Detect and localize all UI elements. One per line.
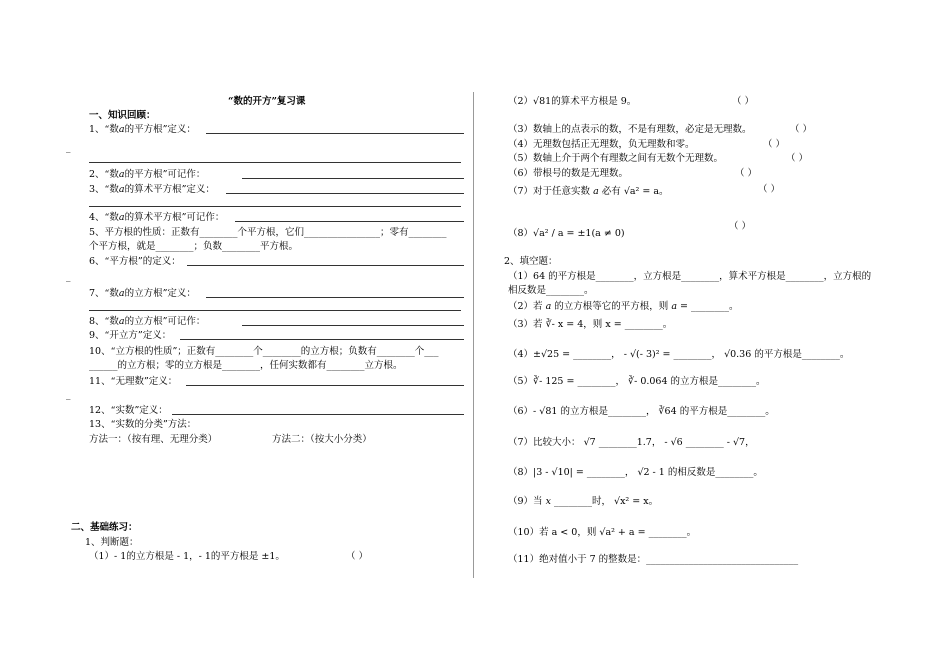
- blank-line[interactable]: [180, 339, 464, 340]
- judge-q3: （3）数轴上的点表示的数，不是有理数，必定是无理数。: [508, 124, 752, 135]
- answer-paren[interactable]: （ ）: [790, 124, 813, 135]
- blank-line[interactable]: [89, 310, 461, 311]
- answer-paren[interactable]: （ ）: [346, 551, 369, 562]
- judge-q7: （7）对于任意实数 a 必有 √a² = a。: [508, 186, 669, 197]
- blank-line[interactable]: [206, 133, 464, 134]
- blank-line[interactable]: [89, 206, 461, 207]
- blank-line[interactable]: [242, 178, 464, 179]
- blank-line[interactable]: [89, 162, 461, 163]
- answer-paren[interactable]: （ ）: [763, 139, 786, 150]
- fill-q11: （11）绝对值小于 7 的整数是：________________________________: [508, 554, 799, 565]
- item-10: 10、“立方根的性质”；正数有________个________的立方根；负数有________个___: [89, 346, 439, 357]
- judge-q8: （8）√a² / a = ±1(a ≠ 0): [508, 228, 625, 239]
- fill-q7: （7）比较大小： √7 ________1.7， - √6 ________ - √7，: [508, 437, 755, 448]
- fill-q5: （5）∛- 125 = ________， ∛- 0.064 的立方根是________。: [508, 376, 766, 387]
- answer-paren[interactable]: （ ）: [758, 184, 781, 195]
- item-6: 6、“平方根”的定义：: [89, 256, 181, 267]
- fill-q1-cont: 相反数是________。: [508, 285, 594, 296]
- blank-line[interactable]: [235, 221, 464, 222]
- fill-heading: 2、填空题：: [504, 256, 558, 267]
- fill-q10: （10）若 a < 0，则 √a² + a = ________。: [508, 527, 697, 538]
- blank-line[interactable]: [187, 265, 464, 266]
- fill-q4: （4）±√25 = ________， - √(- 3)² = ________， √0.36 的平方根是________。: [508, 349, 850, 360]
- item-3: 3、“数a的算术平方根”定义：: [89, 184, 215, 195]
- blank-line[interactable]: [226, 193, 464, 194]
- item-5: 5、平方根的性质：正数有________个平方根，它们________________；零有________: [89, 227, 447, 238]
- answer-paren[interactable]: （ ）: [732, 96, 755, 107]
- page-title: “数的开方”复习课: [228, 96, 306, 107]
- fill-q9: （9）当 x ________时， √x² = x。: [508, 496, 659, 507]
- answer-paren[interactable]: （ ）: [729, 221, 752, 232]
- item-13: 13、“实数的分类”方法：: [89, 419, 197, 430]
- blank-line[interactable]: [242, 325, 464, 326]
- answer-paren[interactable]: （ ）: [735, 168, 758, 179]
- blank-line[interactable]: [186, 385, 464, 386]
- item-5-cont: 个平方根，就是________；负数________平方根。: [89, 241, 299, 252]
- fill-q8: （8）|3 - √10| = ________， √2 - 1 的相反数是________。: [508, 467, 763, 478]
- fill-q3: （3）若 ∛- x = 4，则 x = ________。: [508, 319, 673, 330]
- judge-q2: （2）√81的算术平方根是 9。: [508, 96, 637, 107]
- item-8: 8、“数a的立方根”可记作：: [89, 316, 206, 327]
- fill-q2: （2）若 a 的立方根等它的平方根，则 a = ________。: [508, 301, 739, 312]
- worksheet-page: “数的开方”复习课 一、知识回顾： 1、“数a的平方根”定义： _ 2、“数a的平方根”可记作： 3、“数a的算术平方根”定义： 4、“数a的算术平方根”可记作： 5、平方根的性质：正数有________个平方根，它们________________；零有________ 个平方根，就是________；负数________平方根。 6、“平方根”的定义： _ 7、“数a的立方根”定义： 8、“数a的立方根”可记作： 9、“开立方”定义： 10、“立方根的性质”；正数有________个________的立方根；负数有________个___ ______的立方根；零的立方根是________，任何实数都有________立方根。 11、“无理数”定义： _ 12、“实数”定义： 13、“实数的分类”方法： 方法一：（按有理、无理分类） 方法二：（按大小分类） 二、基础练习： 1、判断题： （1）- 1的立方根是 - 1，- 1的平方根是 ±1。 （ ） （2）√81的算术平方根是 9。 （ ） （3）数轴上的点表示的数，不是有理数，必定是无理数。 （ ） （4）无理数包括正无理数，负无理数和零。 （ ） （5）数轴上介于两个有理数之间有无数个无理数。 （ ） （6）带根号的数是无理数。 （ ） （7）对于任意实数 a 必有 √a² = a。 （ ） （8）√a² / a = ±1(a ≠ 0) （ ） 2、填空题： （1）64 的平方根是________，立方根是________，算术平方根是________，立方根的 相反数是________。 （2）若 a 的立方根等它的平方根，则 a = ________。 （3）若 ∛- x = 4，则 x = ________。 （4）±√25 = ________， - √(- 3)² = ________， √0.36 的平方根是________。 （5）∛- 125 = ________， ∛- 0.064 的立方根是________。 （6）- √81 的立方根是________， ∛64 的平方根是________。 （7）比较大小： √7 ________1.7， - √6 ________ - √7， （8）|3 - √10| = ________， √2 - 1 的相反数是________。 （9）当 x ________时， √x² = x。 （10）若 a < 0，则 √a² + a = ________。 （11）绝对值小于 7 的整数是：________________________________: [0, 0, 950, 671]
- judge-q6: （6）带根号的数是无理数。: [508, 168, 629, 179]
- item-11: 11、“无理数”定义：: [89, 376, 178, 387]
- fill-q1: （1）64 的平方根是________，立方根是________，算术平方根是________，立方根的: [508, 271, 872, 282]
- judge-heading: 1、判断题：: [85, 537, 139, 548]
- item-10-cont: ______的立方根；零的立方根是________，任何实数都有________立方根。: [89, 360, 403, 371]
- item-12: 12、“实数”定义：: [89, 405, 168, 416]
- method-one: 方法一：（按有理、无理分类）: [89, 434, 218, 445]
- judge-q4: （4）无理数包括正无理数，负无理数和零。: [508, 139, 695, 150]
- blank-line[interactable]: [206, 297, 464, 298]
- judge-q1: （1）- 1的立方根是 - 1，- 1的平方根是 ±1。: [89, 551, 285, 562]
- section-knowledge-review: 一、知识回顾：: [89, 110, 156, 121]
- judge-q5: （5）数轴上介于两个有理数之间有无数个无理数。: [508, 153, 724, 164]
- item-4: 4、“数a的算术平方根”可记作：: [89, 212, 225, 223]
- item-2: 2、“数a的平方根”可记作：: [89, 169, 206, 180]
- answer-paren[interactable]: （ ）: [786, 153, 809, 164]
- item-7: 7、“数a的立方根”定义：: [89, 288, 196, 299]
- item-1: 1、“数a的平方根”定义：: [89, 124, 196, 135]
- blank-line[interactable]: [172, 414, 464, 415]
- section-basic-practice: 二、基础练习：: [71, 522, 138, 533]
- method-two: 方法二：（按大小分类）: [272, 434, 372, 445]
- fill-q6: （6）- √81 的立方根是________， ∛64 的平方根是________。: [508, 406, 775, 417]
- item-9: 9、“开立方”定义：: [89, 330, 172, 341]
- column-divider: [473, 92, 474, 578]
